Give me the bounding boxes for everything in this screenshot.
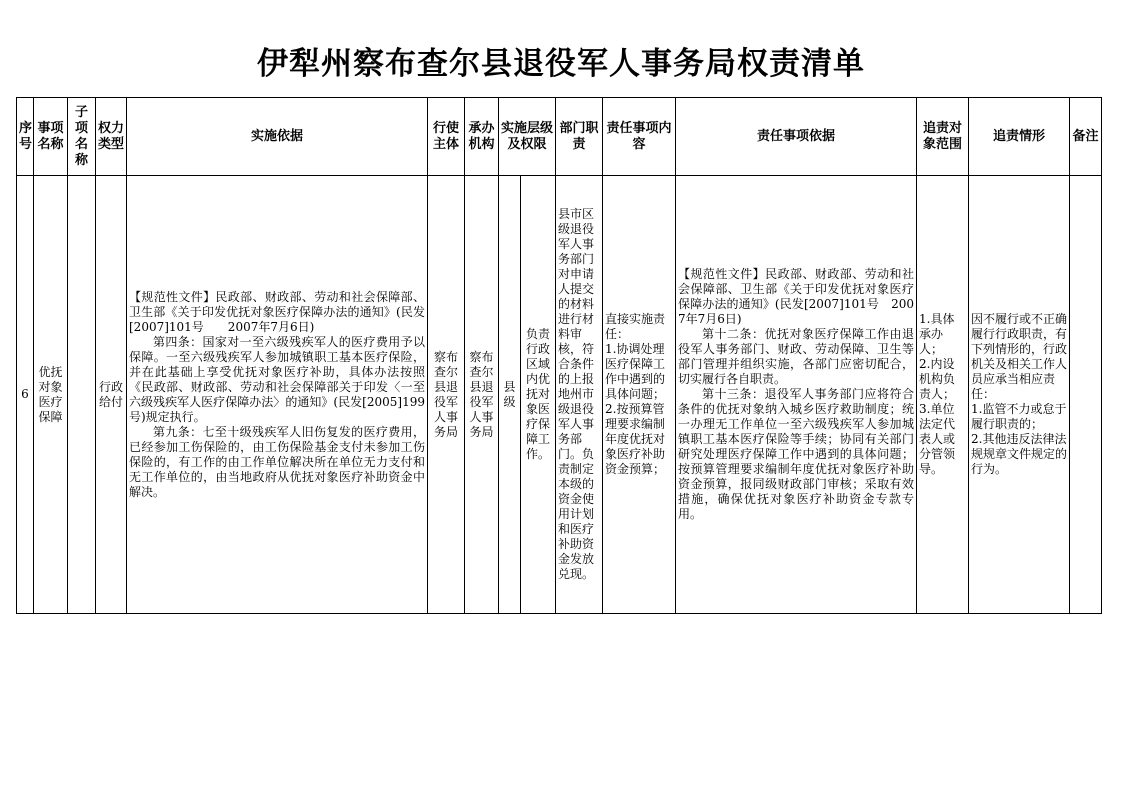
resp-content-line: 直接实施责任： [605,312,666,341]
header-note: 备注 [1070,98,1102,176]
header-handler: 承办机构 [465,98,499,176]
basis-paragraph: 【规范性文件】民政部、财政部、劳动和社会保障部、卫生部《关于印发优抚对象医疗保障办法的通知》(民发[2007]101号 2007年7月6日) [129,289,425,334]
cell-basis [127,176,428,614]
situation-line: 2.其他违反法律法规规章文件规定的行为。 [971,432,1068,476]
header-sub-item: 子项名称 [68,98,96,176]
header-row [17,98,1102,176]
header-index: 序号 [17,98,34,176]
power-responsibility-table [16,97,1102,614]
cell-scope [917,176,969,614]
table-row [17,176,1102,614]
cell-resp-content [603,176,676,614]
header-power-type: 权力类型 [96,98,127,176]
cell-note [1070,176,1102,614]
header-scope: 追责对象范围 [917,98,969,176]
resp-basis-paragraph: 第十二条：优抚对象医疗保障工作由退役军人事务部门、财政、劳动保障、卫生等部门管理并组织实施，各部门应密切配合，切实履行各自职责。 [678,327,915,386]
header-level: 实施层级及权限 [499,98,556,176]
cell-situation [969,176,1070,614]
resp-basis-paragraph: 第十三条：退役军人事务部门应将符合条件的优抚对象纳入城乡医疗救助制度；统一办理无工作单位一至六级残疾军人参加城镇职工基本医疗保险等手续；协同有关部门研究处理医疗保障工作中遇到的具体问题；按预算管理要求编制年度优抚对象医疗补助资金预算，报同级财政部门审核；采取有效措施，确保优抚对象医疗补助资金专款专用。 [678,387,915,521]
scope-line: 2.内设机构负责人； [919,357,956,401]
cell-item-name: 优抚对象医疗保障 [34,176,68,614]
header-resp-basis: 责任事项依据 [676,98,917,176]
page-title: 伊犁州察布查尔县退役军人事务局权责清单 [257,46,865,82]
situation-line: 1.监管不力或怠于履行职责的； [971,402,1067,431]
cell-level: 县级 [499,176,521,614]
header-dept-duty: 部门职责 [556,98,603,176]
cell-sub-item [68,176,96,614]
basis-paragraph: 第四条：国家对一至六级残疾军人的医疗费用予以保障。一至六级残疾军人参加城镇职工基本医疗保险，并在此基础上享受优抚对象医疗补助，具体办法按照《民政部、财政部、劳动和社会保障部关于印发〈一至六级残疾军人医疗保障办法〉的通知》(民发[2005]199号)规定执行。 [129,334,425,424]
header-situation: 追责情形 [969,98,1070,176]
basis-paragraph: 第九条：七至十级残疾军人旧伤复发的医疗费用，已经参加工伤保险的，由工伤保险基金支付未参加工伤保险的，有工作的由工作单位解决所在单位无力支付和无工作单位的，由当地政府从优抚对象医疗补助资金中解决。 [129,424,425,499]
header-resp-content: 责任事项内容 [603,98,676,176]
situation-line: 因不履行或不正确履行行政职责，有下列情形的，行政机关及相关工作人员应承当相应责任： [971,312,1068,401]
cell-subject: 察布查尔县退役军人事务局 [428,176,465,614]
resp-basis-paragraph: 【规范性文件】民政部、财政部、劳动和社会保障部、卫生部《关于印发优抚对象医疗保障办法的通知》(民发[2007]101号 2007年7月6日) [678,267,915,326]
cell-dept-duty: 县市区级退役军人事务部门对申请人提交的材料进行材料审核，符合条件的上报地州市级退役军人事务部门。负责制定本级的资金使用计划和医疗补助资金发放兑现。 [556,176,603,614]
scope-line: 3.单位法定代表人或分管领导。 [919,402,956,476]
header-basis: 实施依据 [127,98,428,176]
cell-power-type: 行政给付 [96,176,127,614]
scope-line: 1.具体承办人； [919,312,955,356]
resp-content-line: 1.协调处理医疗保障工作中遇到的具体问题； [605,342,666,401]
cell-level-authority: 负责行政区域内优抚对象医疗保障工作。 [521,176,556,614]
cell-index: 6 [17,176,34,614]
header-subject: 行使主体 [428,98,465,176]
cell-resp-basis [676,176,917,614]
resp-content-line: 2.按预算管理要求编制年度优抚对象医疗补助资金预算； [605,402,666,476]
cell-handler: 察布查尔县退役军人事务局 [465,176,499,614]
header-item-name: 事项名称 [34,98,68,176]
